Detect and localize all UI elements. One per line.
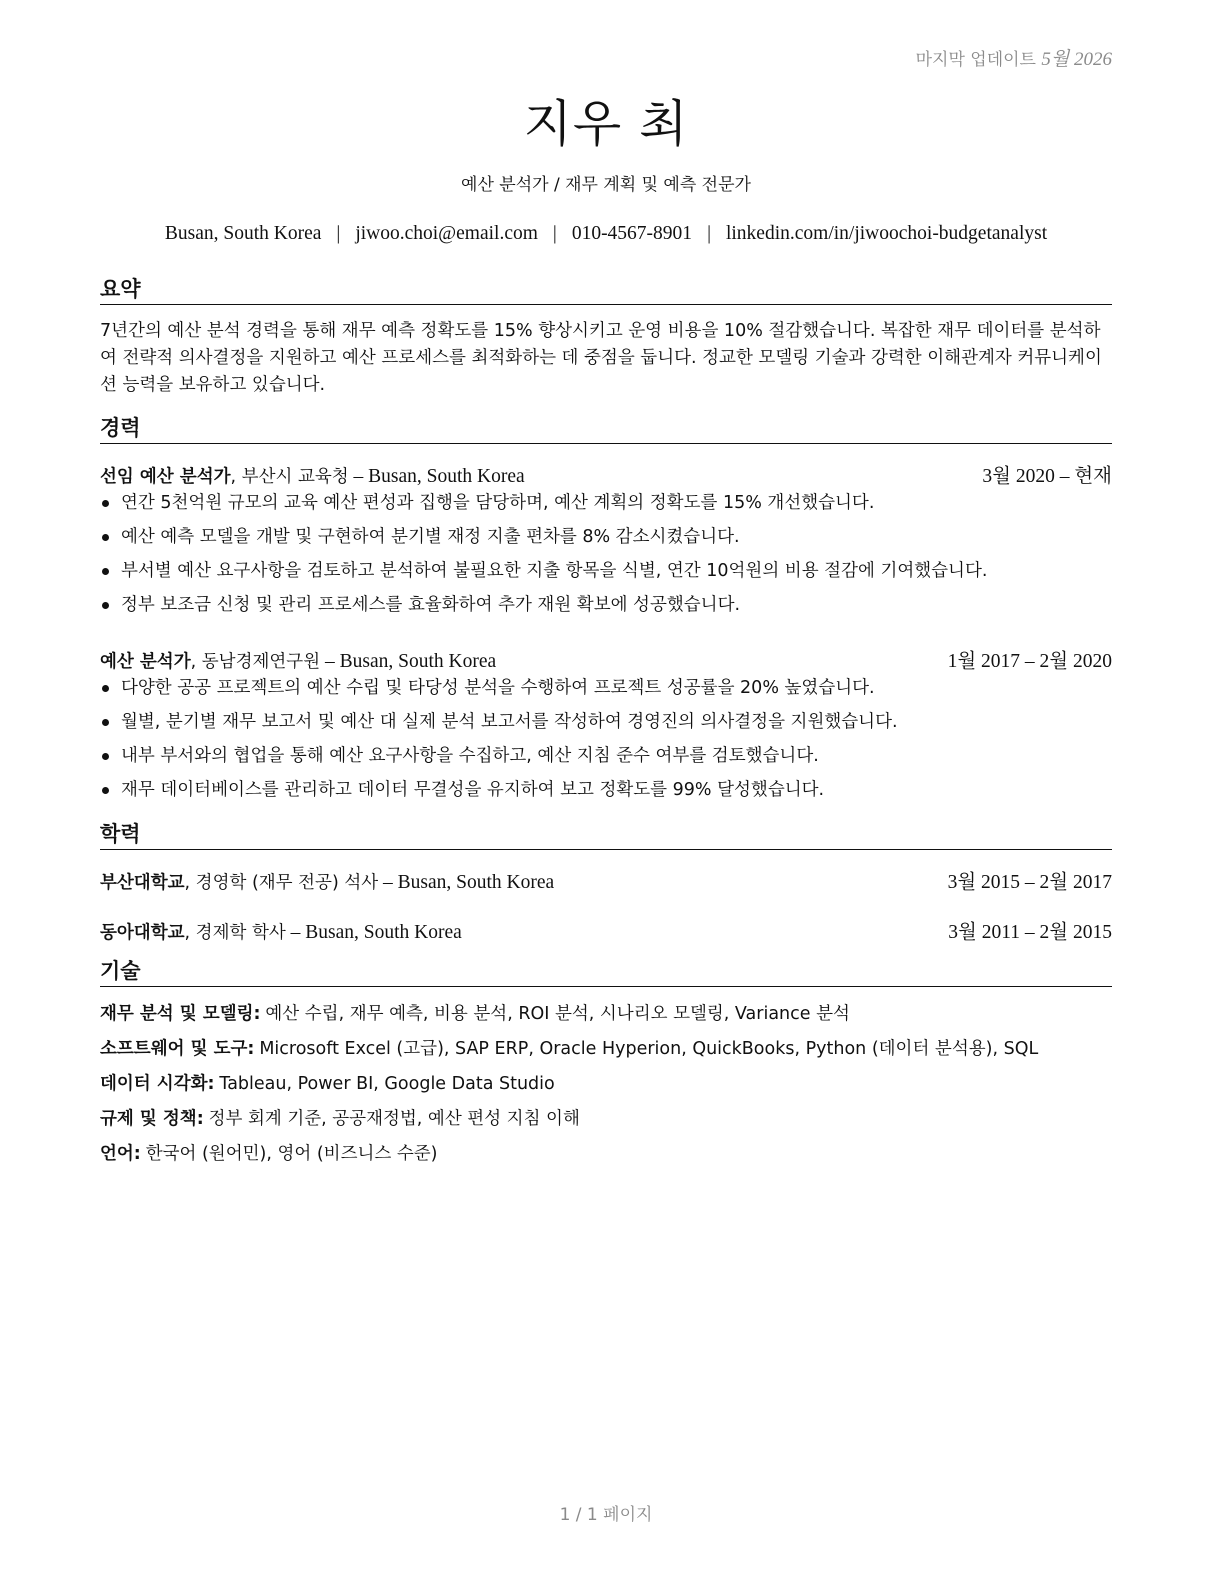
bullet-icon bbox=[102, 685, 109, 692]
bullet-icon bbox=[102, 602, 109, 609]
education-entry: 동아대학교, 경제학 학사 – Busan, South Korea 3월 2011 – 2월 2015 bbox=[100, 916, 1112, 942]
skill-value: Tableau, Power BI, Google Data Studio bbox=[219, 1074, 555, 1094]
contact-linkedin[interactable]: linkedin.com/in/jiwoochoi-budgetanalyst bbox=[725, 223, 1048, 244]
skill-row bbox=[100, 1001, 1112, 1036]
section-title-experience: 경력 bbox=[100, 415, 1112, 444]
skills-list bbox=[100, 1001, 1112, 1176]
last-updated bbox=[916, 44, 1112, 71]
skill-label: 소프트웨어 및 도구: bbox=[100, 1039, 255, 1059]
skill-row bbox=[100, 1106, 1112, 1141]
job-organization: 동남경제연구원 bbox=[201, 652, 321, 672]
page-footer: 1 / 1 페이지 bbox=[559, 1505, 653, 1525]
bullet-icon bbox=[102, 787, 109, 794]
skill-row bbox=[100, 1141, 1112, 1176]
school-name: 동아대학교 bbox=[100, 923, 185, 943]
experience-entry-header: 예산 분석가, 동남경제연구원 – Busan, South Korea 1월 2017 – 2월 2020 bbox=[100, 645, 1112, 671]
contact-separator: | bbox=[552, 223, 557, 244]
experience-bullets bbox=[100, 675, 1112, 811]
list-item: 연간 5천억원 규모의 교육 예산 편성과 집행을 담당하며, 예산 계획의 정확도를 15% 개선했습니다. bbox=[100, 490, 1112, 524]
contact-separator: | bbox=[336, 223, 341, 244]
last-updated-label: 마지막 업데이트 bbox=[915, 50, 1036, 70]
skill-label: 언어: bbox=[100, 1144, 141, 1164]
skill-value: 한국어 (원어민), 영어 (비즈니스 수준) bbox=[145, 1144, 438, 1164]
job-location: Busan, South Korea bbox=[368, 466, 525, 487]
degree: 경영학 (재무 전공) 석사 bbox=[195, 873, 379, 893]
skill-value: 정부 회계 기준, 공공재정법, 예산 편성 지침 이해 bbox=[208, 1109, 580, 1129]
school-location: Busan, South Korea bbox=[305, 922, 462, 943]
resume-page bbox=[100, 0, 1112, 1584]
skill-label: 재무 분석 및 모델링: bbox=[100, 1004, 261, 1024]
list-item: 정부 보조금 신청 및 관리 프로세스를 효율화하여 추가 재원 확보에 성공했습니다. bbox=[100, 592, 1112, 626]
contact-location: Busan, South Korea bbox=[164, 223, 322, 244]
section-title-summary: 요약 bbox=[100, 276, 1112, 305]
degree: 경제학 학사 bbox=[195, 923, 286, 943]
last-updated-date: 5월 2026 bbox=[1041, 49, 1112, 70]
school-location: Busan, South Korea bbox=[397, 872, 555, 893]
job-organization: 부산시 교육청 bbox=[241, 467, 349, 487]
list-item: 재무 데이터베이스를 관리하고 데이터 무결성을 유지하여 보고 정확도를 99% 달성했습니다. bbox=[100, 777, 1112, 811]
contact-email[interactable]: jiwoo.choi@email.com bbox=[355, 223, 538, 244]
contact-separator: | bbox=[707, 223, 711, 244]
job-dates: 3월 2020 – 현재 bbox=[982, 466, 1112, 487]
list-item: 내부 부서와의 협업을 통해 예산 요구사항을 수집하고, 예산 지침 준수 여부를 검토했습니다. bbox=[100, 743, 1112, 777]
education-dates: 3월 2015 – 2월 2017 bbox=[947, 872, 1112, 893]
job-title: 예산 분석가 bbox=[100, 652, 191, 672]
experience-entry-header: 선임 예산 분석가, 부산시 교육청 – Busan, South Korea 3월 2020 – 현재 bbox=[100, 460, 1112, 486]
bullet-icon bbox=[102, 500, 109, 507]
candidate-name: 지우 최 bbox=[523, 95, 689, 153]
list-item: 다양한 공공 프로젝트의 예산 수립 및 타당성 분석을 수행하여 프로젝트 성공률을 20% 높였습니다. bbox=[100, 675, 1112, 709]
skill-label: 규제 및 정책: bbox=[100, 1109, 204, 1129]
skill-value: 예산 수립, 재무 예측, 비용 분석, ROI 분석, 시나리오 모델링, Variance 분석 bbox=[265, 1004, 850, 1024]
bullet-icon bbox=[102, 719, 109, 726]
job-dates: 1월 2017 – 2월 2020 bbox=[947, 651, 1112, 672]
bullet-icon bbox=[102, 753, 109, 760]
skill-label: 데이터 시각화: bbox=[100, 1074, 215, 1094]
bullet-icon bbox=[102, 534, 109, 541]
experience-bullets bbox=[100, 490, 1112, 626]
job-title: 선임 예산 분석가 bbox=[100, 467, 231, 487]
education-dates: 3월 2011 – 2월 2015 bbox=[948, 922, 1112, 943]
education-entry: 부산대학교, 경영학 (재무 전공) 석사 – Busan, South Korea 3월 2015 – 2월 2017 bbox=[100, 866, 1112, 892]
contact-line bbox=[100, 223, 1112, 245]
section-title-skills: 기술 bbox=[100, 958, 1112, 987]
list-item: 예산 예측 모델을 개발 및 구현하여 분기별 재정 지출 편차를 8% 감소시켰습니다. bbox=[100, 524, 1112, 558]
job-subtitle: 예산 분석가 / 재무 계획 및 예측 전문가 bbox=[461, 175, 751, 195]
list-item: 월별, 분기별 재무 보고서 및 예산 대 실제 분석 보고서를 작성하여 경영진의 의사결정을 지원했습니다. bbox=[100, 709, 1112, 743]
summary-text: 7년간의 예산 분석 경력을 통해 재무 예측 정확도를 15% 향상시키고 운영 비용을 10% 절감했습니다. 복잡한 재무 데이터를 분석하여 전략적 의사결정을 지원하고 예산 프로세스를 최적화하는 데 중점을 둡니다. 정교한 모델링 기술과 강력한 이해관계자 커뮤니케이션 능력을 보유하고 있습니다. bbox=[100, 321, 1102, 395]
contact-phone[interactable]: 010-4567-8901 bbox=[571, 223, 693, 244]
skill-row bbox=[100, 1036, 1112, 1071]
skill-value: Microsoft Excel (고급), SAP ERP, Oracle Hyperion, QuickBooks, Python (데이터 분석용), SQL bbox=[259, 1039, 1039, 1059]
school-name: 부산대학교 bbox=[100, 873, 185, 893]
job-location: Busan, South Korea bbox=[339, 651, 497, 672]
section-title-education: 학력 bbox=[100, 821, 1112, 850]
bullet-icon bbox=[102, 568, 109, 575]
skill-row bbox=[100, 1071, 1112, 1106]
list-item: 부서별 예산 요구사항을 검토하고 분석하여 불필요한 지출 항목을 식별, 연간 10억원의 비용 절감에 기여했습니다. bbox=[100, 558, 1112, 592]
